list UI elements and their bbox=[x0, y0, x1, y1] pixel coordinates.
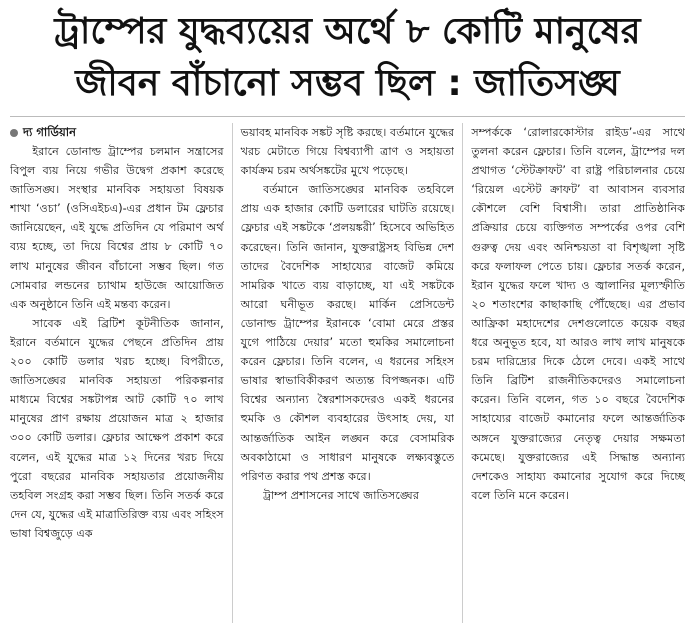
headline-line-1: ট্রাম্পের যুদ্ধব্যয়ের অর্থে ৮ কোটি মানুষের bbox=[54, 11, 641, 52]
paragraph: সাবেক এই ব্রিটিশ কূটনীতিক জানান, ইরানে বর্তমানে যুদ্ধের পেছনে প্রতিদিন প্রায় ২০০ কোটি ডলার খরচ হচ্ছে। বিপরীতে, জাতিসঙ্ঘের মানবিক সহায়তা পরিকল্পনার মাধ্যমে বিশ্বের সঙ্কটাপন্ন আট কোটি ৭০ লাখ মানুষের প্রাণ রক্ষায় প্রয়োজন মাত্র ২ হাজার ৩০০ কোটি ডলার। ফ্লেচার আক্ষেপ প্রকাশ করে বলেন, এই যুদ্ধের মাত্র ১২ দিনের খরচ দিয়ে পুরো বছরের মানবিক সহায়তার প্রয়োজনীয় তহবিল সংগ্রহ করা সম্ভব ছিল। তিনি সতর্ক করে দেন যে, যুদ্ধের এই মাত্রাতিরিক্ত ব্যয় এবং সহিংস ভাষা বিশ্বজুড়ে এক bbox=[10, 316, 224, 540]
headline bbox=[10, 6, 685, 110]
byline bbox=[10, 123, 224, 142]
column-1 bbox=[10, 123, 224, 623]
bullet-icon bbox=[10, 129, 18, 137]
paragraph: ট্রাম্প প্রশাসনের সাথে জাতিসঙ্ঘের bbox=[263, 488, 420, 502]
headline-line-2: জীবন বাঁচানো সম্ভব ছিল : জাতিসঙ্ঘ bbox=[75, 63, 620, 104]
paragraph: ইরানে ডোনাল্ড ট্রাম্পের চলমান সন্ত্রাসের বিপুল ব্যয় নিয়ে গভীর উদ্বেগ প্রকাশ করেছে জাতিসঙ্ঘ। সংস্থার মানবিক সহায়তা বিষয়ক শাখা ‘ওচা’ (ওসিএইচএ)-এর প্রধান টম ফ্লেচার জানিয়েছেন, এই যুদ্ধে প্রতিদিন যে পরিমাণ অর্থ ব্যয় হচ্ছে, তা দিয়ে বিশ্বের প্রায় ৮ কোটি ৭০ লাখ মানুষের জীবন বাঁচানো সম্ভব ছিল। গত সোমবার লন্ডনের চ্যাথাম হাউজে আয়োজিত এক অনুষ্ঠানে তিনি এই মন্তব্য করেন। bbox=[10, 145, 224, 311]
paragraph: ভয়াবহ মানবিক সঙ্কট সৃষ্টি করছে। বর্তমানে যুদ্ধের খরচ মেটাতে গিয়ে বিশ্বব্যাপী ত্রাণ ও সহায়তা কার্যক্রম চরম অর্থসঙ্কটের মুখে পড়েছে। bbox=[240, 126, 455, 178]
divider bbox=[10, 116, 685, 117]
column-2 bbox=[232, 123, 455, 623]
article-columns bbox=[10, 123, 685, 623]
paragraph: বর্তমানে জাতিসঙ্ঘের মানবিক তহবিলে প্রায় এক হাজার কোটি ডলারের ঘাটতি রয়েছে। ফ্লেচার এই সঙ্কটকে ‘প্রলয়ঙ্করী’ হিসেবে অভিহিত করেছেন। তিনি জানান, যুক্তরাষ্ট্রসহ বিভিন্ন দেশ তাদের বৈদেশিক সাহায্যের বাজেট কমিয়ে সামরিক খাতে ব্যয় বাড়াচ্ছে, যা এই সঙ্কটকে আরো ঘনীভূত করছে। মার্কিন প্রেসিডেন্ট ডোনাল্ড ট্রাম্পের ইরানকে ‘বোমা মেরে প্রস্তর যুগে পাঠিয়ে দেয়ার’ মতো হুমকির সমালোচনা করেন ফ্লেচার। তিনি বলেন, এ ধরনের সহিংস ভাষার স্বাভাবিকীকরণ অত্যন্ত বিপজ্জনক। এটি বিশ্বের অন্যান্য স্বৈরশাসকদেরও একই ধরনের হুমকি ও কৌশল ব্যবহারের উৎসাহ দেয়, যা আন্তর্জাতিক আইন লঙ্ঘন করে বেসামরিক অবকাঠামো ও সাধারণ মানুষকে লক্ষ্যবস্তুতে পরিণত করার পথ প্রশস্ত করে। bbox=[240, 183, 455, 483]
paragraph: সম্পর্ককে ‘রোলারকোস্টার রাইড’-এর সাথে তুলনা করেন ফ্লেচার। তিনি বলেন, ট্রাম্পের দল প্রথাগত ‘স্টেটক্রাফট’ বা রাষ্ট্র পরিচালনার চেয়ে ‘রিয়েল এস্টেট ক্রাফট’ বা আবাসন ব্যবসার কৌশলে বেশি বিশ্বাসী। তারা প্রাতিষ্ঠানিক প্রক্রিয়ার চেয়ে ব্যক্তিগত সম্পর্কের ওপর বেশি গুরুত্ব দেয় এবং অনিশ্চয়তা বা বিশৃঙ্খলা সৃষ্টি করে ফলাফল পেতে চায়। ফ্লেচার সতর্ক করেন, ইরান যুদ্ধের ফলে খাদ্য ও জ্বালানির মূল্যস্ফীতি ২০ শতাংশের কাছাকাছি পৌঁছেছে। এর প্রভাব আফ্রিকা মহাদেশের দেশগুলোতে কয়েক বছর ধরে অনুভূত হবে, যা আরও লাখ লাখ মানুষকে চরম দারিদ্র্যের দিকে ঠেলে দেবে। একই সাথে তিনি ব্রিটিশ রাজনীতিকদেরও সমালোচনা করেন। তিনি বলেন, গত ১০ বছরে বৈদেশিক সাহায্যের বাজেট কমানোর ফলে আন্তর্জাতিক অঙ্গনে যুক্তরাজ্যের নেতৃত্ব দেয়ার সক্ষমতা কমেছে। যুক্তরাজ্যের এই সিদ্ধান্ত অন্যান্য দেশকেও সাহায্য কমানোর সুযোগ করে দিচ্ছে বলে তিনি মনে করেন। bbox=[471, 126, 686, 502]
column-3 bbox=[462, 123, 685, 623]
byline-text: দ্য গার্ডিয়ান bbox=[23, 125, 76, 139]
